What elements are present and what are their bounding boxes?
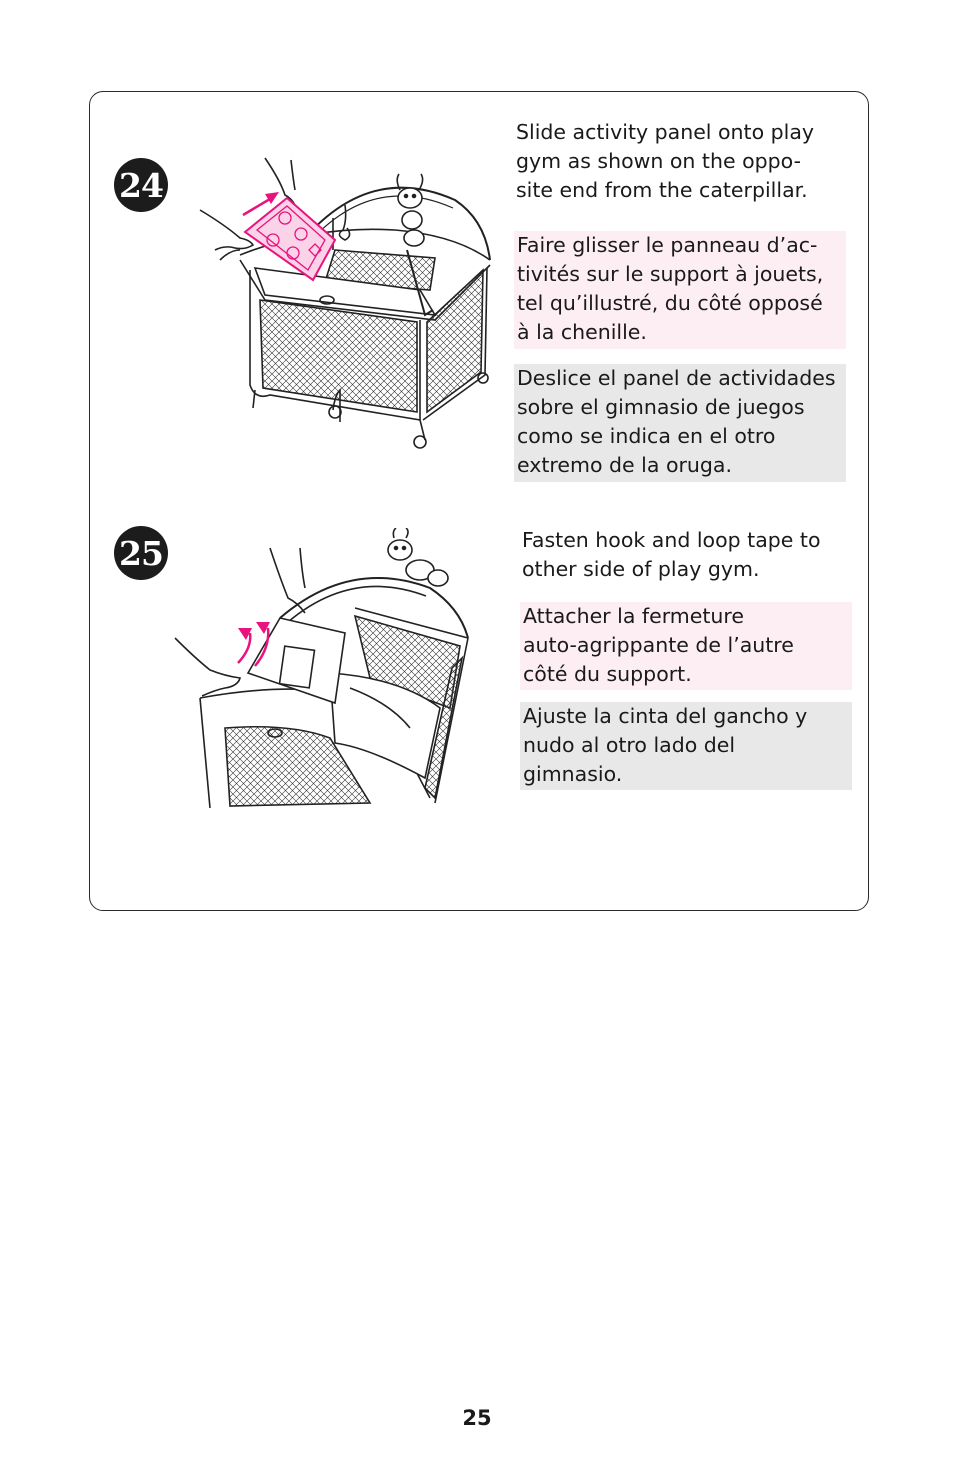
step-24-illustration: [195, 150, 500, 460]
page-number: 25: [462, 1406, 492, 1430]
step-24-text-es: Deslice el panel de actividades sobre el gimnasio de juegos como se indica en el otro extremo de la oruga.: [514, 364, 846, 482]
step-25-badge: 25: [114, 526, 168, 580]
step-24-text-en: Slide activity panel onto play gym as shown on the oppo- site end from the caterpillar.: [516, 120, 815, 202]
step-24-text-fr: Faire glisser le panneau d’ac- tivités sur le support à jouets, tel qu’illustré, du côté opposé à la chenille.: [514, 231, 846, 349]
step-25-text-en: Fasten hook and loop tape to other side of play gym.: [522, 528, 821, 581]
step-24-badge: 24: [114, 158, 168, 212]
step-25-text-es: Ajuste la cinta del gancho y nudo al otro lado del gimnasio.: [520, 702, 852, 790]
step-25-text-fr: Attacher la fermeture auto-agrippante de l’autre côté du support.: [520, 602, 852, 690]
step-25-illustration: [170, 528, 475, 813]
